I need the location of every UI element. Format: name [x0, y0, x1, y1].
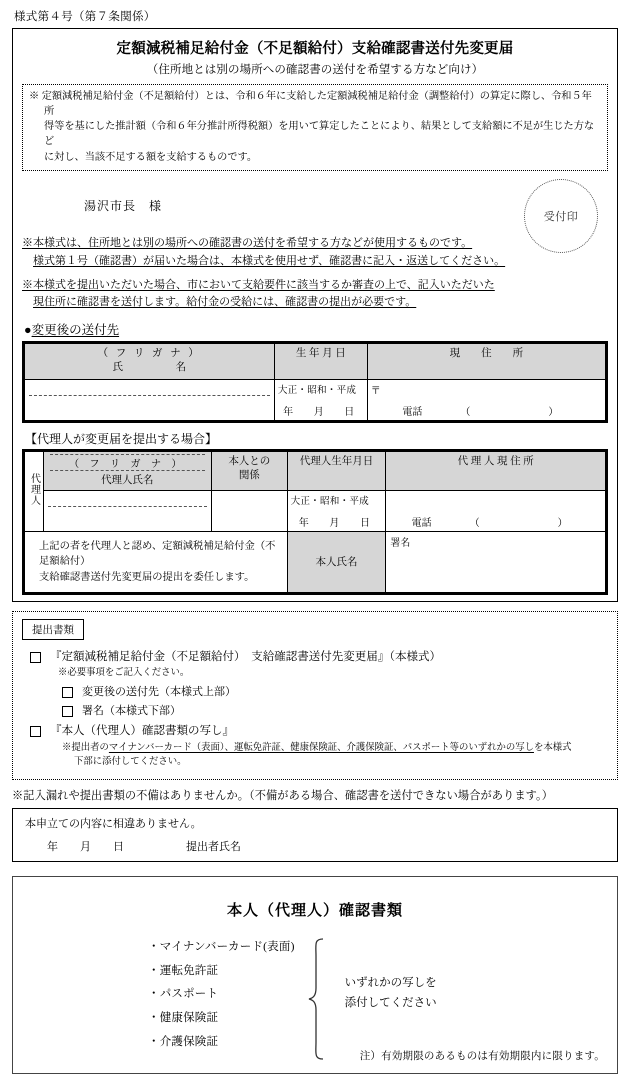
proxy-table-wrapper [22, 449, 608, 595]
proxy-furigana-label: （ フ リ ガ ナ ） [50, 454, 205, 471]
item2-note-suffix: を本様式 [533, 743, 572, 754]
zip-mark: 〒 [370, 385, 381, 397]
checkbox-icon[interactable] [30, 726, 41, 737]
checklist-item-1[interactable] [30, 649, 608, 666]
addressee-row [22, 171, 608, 233]
proxy-input-row [25, 490, 606, 531]
checkbox-icon[interactable] [62, 687, 73, 698]
commission-line-1: 上記の者を代理人と認め、定額減税補足給付金（不足額給付） [39, 540, 276, 568]
dob-units: 年 月 日 [283, 406, 355, 418]
proxy-dob-input-cell[interactable] [287, 490, 386, 531]
verification-instruction-line-2: 添付してください [344, 997, 437, 1010]
proxy-name-label: 代理人氏名 [101, 474, 154, 486]
main-form-frame [12, 28, 618, 602]
list-item: ・マイナンバーカード(表面) [148, 941, 295, 954]
name-input-cell[interactable] [25, 379, 275, 420]
proxy-name-input-cell[interactable] [43, 490, 211, 531]
checklist-item-2[interactable] [30, 723, 608, 740]
item2-note-line-2: 下部に添付してください。 [74, 757, 187, 768]
declaration-box [12, 808, 618, 862]
instruction-line-1: ※本様式は、住所地とは別の場所への確認書の送付を希望する方などが使用するものです。 [22, 237, 473, 250]
dob-era-options[interactable]: 大正・昭和・平成 [277, 384, 357, 396]
relation-label-line1: 本人との [228, 455, 271, 467]
dob-input-cell[interactable] [274, 379, 367, 420]
proxy-vertical-label [25, 451, 44, 531]
header-dob: 生 年 月 日 [274, 344, 367, 379]
verification-documents-box [12, 876, 618, 1074]
proxy-header-row [25, 451, 606, 490]
header-proxy-dob: 代理人生年月日 [287, 451, 386, 490]
verification-instruction [345, 973, 437, 1017]
item2-note-prefix: ※提出者の [62, 743, 109, 754]
verification-document-list [148, 936, 295, 1054]
list-item: ・介護保険証 [148, 1035, 219, 1048]
submitter-name-label: 提出者氏名 [186, 841, 241, 854]
proxy-furigana-divider [48, 506, 207, 507]
verification-instruction-line-1: いずれかの写しを [344, 977, 437, 990]
explanatory-note-box [22, 84, 608, 171]
declaration-day-label: 日 [113, 841, 124, 854]
checklist-item-1-sub-2[interactable] [62, 703, 608, 720]
submission-tag: 提出書類 [22, 619, 84, 640]
checklist-item-1-sub-2-label: 署名（本様式下部） [82, 705, 181, 718]
proxy-dob-era-options[interactable]: 大正・昭和・平成 [290, 495, 369, 507]
receipt-stamp-label: 受付印 [543, 211, 579, 224]
checklist-item-1-sub-1-label: 変更後の送付先（本様式上部） [82, 685, 236, 698]
header-address: 現 住 所 [367, 344, 605, 379]
verification-title: 本人（代理人）確認書類 [226, 903, 403, 920]
declaration-year-label: 年 [47, 841, 80, 854]
proxy-vertical-label-text: 代理人 [28, 472, 40, 506]
list-item: ・パスポート [148, 988, 219, 1001]
signature-label: 署名 [390, 537, 411, 549]
document-title: 定額減税補足給付金（不足額給付）支給確認書送付先変更届 [116, 41, 514, 57]
telephone-field[interactable] [368, 403, 605, 418]
relation-input-cell[interactable] [212, 490, 288, 531]
destination-input-row [25, 379, 606, 420]
checklist-item-2-note [62, 741, 608, 769]
proxy-telephone-field[interactable] [386, 514, 605, 529]
proxy-section-heading: 【代理人が変更届を提出する場合】 [25, 431, 218, 446]
document-subtitle: （住所地とは別の場所への確認書の送付を希望する方など向け） [146, 63, 484, 76]
commission-line-2: 支給確認書送付先変更届の提出を委任します。 [39, 571, 255, 583]
curly-brace-icon [303, 936, 329, 1054]
proxy-telephone-label: 電話 [411, 517, 432, 529]
furigana-label: （ フ リ ガ ナ ） [97, 348, 202, 360]
declaration-month-label: 月 [80, 841, 113, 854]
list-item: ・健康保険証 [148, 1011, 219, 1024]
destination-table-wrapper [22, 341, 608, 422]
commission-statement [25, 531, 288, 592]
telephone-label: 電話 [402, 406, 423, 418]
completeness-warning: ※記入漏れや提出書類の不備はありませんか。（不備がある場合、確認書を送付できない場合があります。） [12, 790, 553, 803]
note-line-2: 得等を基にした推計額（令和６年分推計所得税額）を用いて算定したことにより、結果として支給額に不足が生じた方など [44, 121, 595, 148]
checkbox-icon[interactable] [62, 706, 73, 717]
destination-section-heading [24, 320, 608, 338]
destination-header-row [25, 344, 606, 379]
instructions-block [22, 235, 608, 312]
name-label: 氏 名 [112, 362, 187, 374]
address-input-cell[interactable] [367, 379, 605, 420]
header-relation [212, 451, 288, 490]
instruction-line-3: ※本様式を提出いただいた場合、市において支給要件に該当するか審査の上で、記入いただいた [22, 278, 495, 291]
addressee: 湯沢市長 様 [84, 199, 163, 214]
checkbox-icon[interactable] [30, 652, 41, 663]
telephone-paren: （ ） [460, 406, 571, 418]
proxy-address-input-cell[interactable] [386, 490, 606, 531]
receipt-stamp-area [524, 179, 598, 253]
instruction-line-4: 現住所に確認書を送付します。給付金の受給には、確認書の提出が必要です。 [33, 296, 417, 309]
relation-label-line2: 関係 [238, 469, 260, 481]
destination-table [24, 343, 606, 420]
proxy-table [24, 451, 606, 593]
checklist-item-1-note: ※必要事項をご記入ください。 [58, 668, 190, 679]
commission-row [25, 531, 606, 592]
checklist-item-1-sub-1[interactable] [62, 684, 608, 701]
header-proxy-furigana-name [43, 451, 211, 490]
form-number: 様式第４号（第７条関係） [14, 11, 156, 23]
item2-note-underlined: マイナンバーカード（表面）、運転免許証、健康保険証、介護保険証、パスポート等のいずれかの写し [108, 743, 534, 754]
proxy-dob-units: 年 月 日 [298, 517, 371, 529]
bullet-icon: ● [24, 323, 32, 338]
principal-name-label-cell: 本人氏名 [287, 531, 386, 592]
note-mark: ※ [29, 90, 40, 102]
declaration-statement: 本申立ての内容に相違ありません。 [25, 818, 202, 831]
furigana-divider [29, 395, 270, 396]
submission-documents-box [12, 611, 618, 780]
checklist-item-2-label: 『本人（代理人）確認書類の写し』 [50, 724, 234, 737]
destination-heading-text: 変更後の送付先 [31, 323, 120, 338]
list-item: ・運転免許証 [148, 964, 219, 977]
note-line-1: 定額減税補足給付金（不足額給付）とは、令和６年に支給した定額減税補足給付金（調整給付）の算定に際し、令和５年所 [41, 90, 592, 117]
proxy-telephone-paren: （ ） [469, 517, 580, 529]
instruction-line-2: 様式第１号（確認書）が届いた場合は、本様式を使用せず、確認書に記入・返送してください。 [33, 254, 506, 267]
verification-expiry-note: 注）有効期限のあるものは有効期限内に限ります。 [359, 1051, 605, 1063]
note-line-3: に対し、当該不足する額を支給するものです。 [44, 151, 258, 163]
header-proxy-address: 代 理 人 現 住 所 [386, 451, 606, 490]
verification-body [13, 936, 617, 1054]
declaration-date-row[interactable] [13, 838, 617, 854]
signature-input-cell[interactable] [386, 531, 606, 592]
checklist-item-1-label: 『定額減税補足給付金（不足額給付） 支給確認書送付先変更届』（本様式） [50, 650, 441, 663]
header-furigana-name [25, 344, 275, 379]
